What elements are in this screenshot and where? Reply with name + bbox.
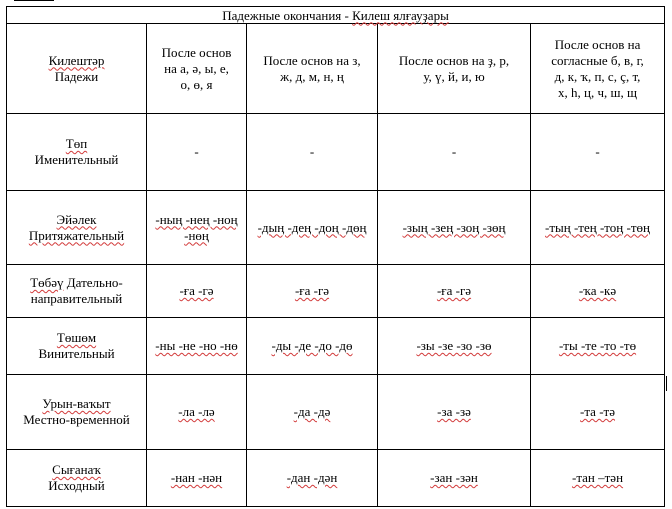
ending-cell: -та -тә bbox=[531, 375, 665, 450]
header-cases-ba: Килештәр bbox=[48, 52, 105, 68]
ending-cell: - bbox=[531, 114, 665, 191]
header-col-voiceless bbox=[531, 24, 665, 114]
ending-cell: -ға -гә bbox=[378, 265, 531, 318]
ending-cell: - bbox=[247, 114, 378, 191]
header-line: После основ на bbox=[554, 36, 641, 52]
header-line: согласные б, в, г, bbox=[551, 52, 644, 68]
case-name-cell bbox=[7, 191, 147, 265]
ending-cell: -зың -зең -зоң -зөң bbox=[378, 191, 531, 265]
header-line: ж, д, м, н, ң bbox=[280, 68, 344, 84]
table-row bbox=[7, 114, 665, 191]
title-ru: Падежные окончания bbox=[222, 7, 342, 23]
ending-cell: - bbox=[147, 114, 247, 191]
header-col-voiced bbox=[247, 24, 378, 114]
title-row bbox=[7, 7, 665, 24]
ending-cell: -ды -де -до -дө bbox=[247, 318, 378, 375]
header-line: х, һ, ц, ч, ш, щ bbox=[558, 84, 638, 100]
ending-cell: -тан –тән bbox=[531, 450, 665, 507]
ending-cell: -нан -нән bbox=[147, 450, 247, 507]
header-col-sonorant bbox=[378, 24, 531, 114]
case-ba: Төшөм bbox=[56, 330, 97, 345]
case-name-cell bbox=[7, 114, 147, 191]
case-endings-table bbox=[6, 6, 665, 507]
case-ru: Именительный bbox=[34, 152, 119, 167]
case-name-cell bbox=[7, 265, 147, 318]
table-row bbox=[7, 191, 665, 265]
ending-cell: -ла -лә bbox=[147, 375, 247, 450]
table-row bbox=[7, 375, 665, 450]
ending-cell: -дан -дән bbox=[247, 450, 378, 507]
ending-cell: -дың -дең -доң -дөң bbox=[247, 191, 378, 265]
case-name-cell bbox=[7, 375, 147, 450]
case-ba: Сығанаҡ bbox=[52, 462, 101, 477]
header-line: После основ на з, bbox=[263, 52, 361, 68]
case-ru: Исходный bbox=[48, 478, 105, 493]
ending-cell: -зан -зән bbox=[378, 450, 531, 507]
header-line: на а, ә, ы, е, bbox=[164, 60, 229, 76]
cropped-text-fragment bbox=[14, 0, 54, 4]
header-line: о, ө, я bbox=[180, 76, 213, 92]
case-ru: Местно-временной bbox=[23, 412, 130, 427]
ending-cell: -ны -не -но -нө bbox=[147, 318, 247, 375]
table-row bbox=[7, 450, 665, 507]
header-line: д, к, ҡ, п, с, ç, т, bbox=[554, 68, 641, 84]
ending-cell: -ның -нең -ноң -нөң bbox=[147, 191, 247, 265]
header-line: у, ү, й, и, ю bbox=[423, 68, 485, 84]
table-row bbox=[7, 318, 665, 375]
header-line: После основ bbox=[161, 44, 232, 60]
header-row bbox=[7, 24, 665, 114]
header-cases bbox=[7, 24, 147, 114]
ending-cell: -ға -гә bbox=[247, 265, 378, 318]
ending-cell: -за -зә bbox=[378, 375, 531, 450]
title-ba: Килеш ялғауҙары bbox=[352, 7, 449, 23]
case-name-cell bbox=[7, 450, 147, 507]
ending-cell: -тың -тең -тоң -төң bbox=[531, 191, 665, 265]
case-name-cell bbox=[7, 318, 147, 375]
ending-cell: -зы -зе -зо -зө bbox=[378, 318, 531, 375]
ending-cell: -ты -те -то -тө bbox=[531, 318, 665, 375]
ending-cell: - bbox=[378, 114, 531, 191]
header-col-vowels bbox=[147, 24, 247, 114]
case-ru: Винительный bbox=[38, 346, 115, 361]
header-line: После основ на ҙ, р, bbox=[398, 52, 510, 68]
table-title bbox=[7, 7, 665, 24]
header-cases-ru: Падежи bbox=[54, 68, 99, 84]
ending-cell: -ға -гә bbox=[147, 265, 247, 318]
case-ru: Дательно-направительный bbox=[30, 275, 123, 306]
ending-cell: -да -дә bbox=[247, 375, 378, 450]
case-ba: Төп bbox=[65, 136, 88, 151]
table-row bbox=[7, 265, 665, 318]
case-ba: Эйәлек bbox=[56, 211, 97, 227]
case-ba: Урын-ваҡыт bbox=[42, 396, 111, 411]
title-separator: - bbox=[341, 7, 353, 23]
ending-cell: -ҡа -кә bbox=[531, 265, 665, 318]
case-ba: Төбәү bbox=[30, 275, 64, 290]
text-cursor bbox=[666, 376, 667, 391]
case-ru: Притяжательный bbox=[28, 227, 125, 243]
